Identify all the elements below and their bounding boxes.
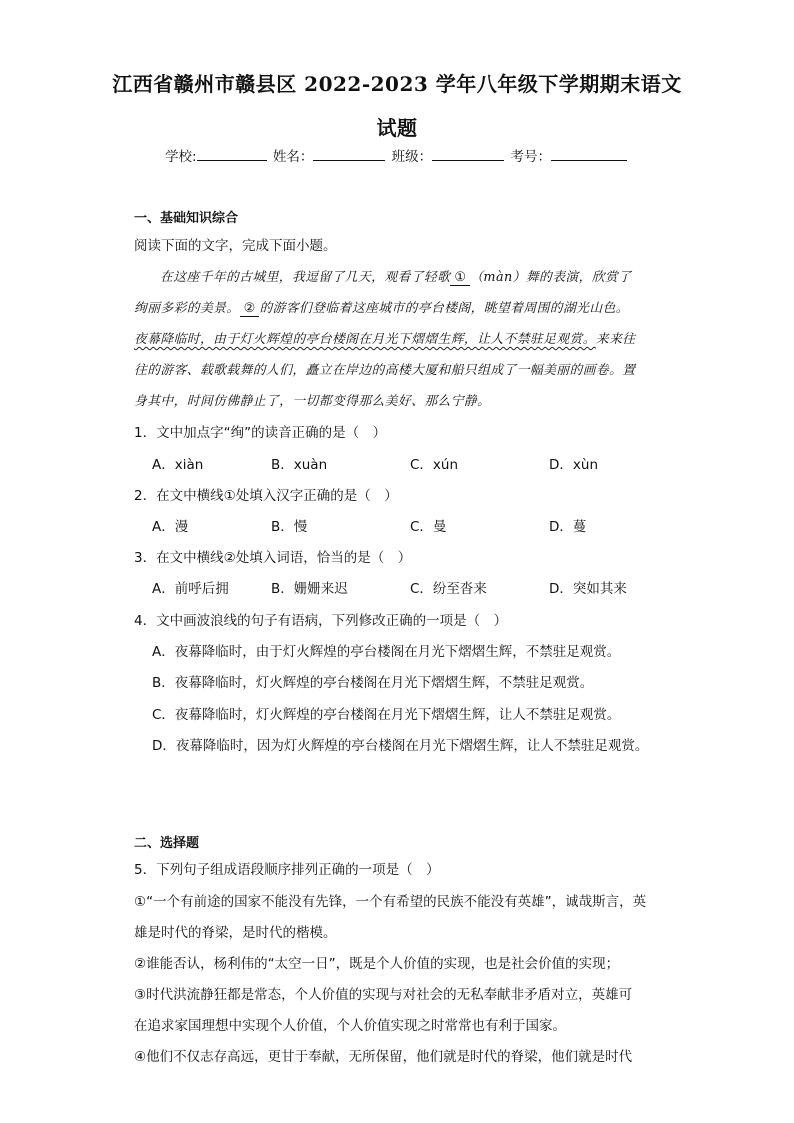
question-1-stem: 1．文中加点字“绚”的读音正确的是（ ）	[134, 425, 387, 441]
student-info-row	[165, 145, 629, 165]
q3-option-c[interactable]: C．纷至沓来	[410, 581, 487, 597]
wavy-sentence: 夜幕降临时，由于灯火辉煌的亭台楼阁在月光下熠熠生辉，让人不禁驻足观赏。	[134, 332, 596, 347]
blank-2: ②	[240, 301, 260, 317]
passage-line-3	[134, 328, 635, 347]
passage-text: 来来往	[595, 332, 636, 347]
blank-1: ①	[450, 270, 470, 286]
class-field[interactable]	[432, 148, 504, 161]
q2-option-d[interactable]: D．蔓	[549, 519, 587, 535]
q3-option-a[interactable]: A．前呼后拥	[152, 581, 229, 597]
passage-text: （màn）舞的表演，欣赏了	[470, 270, 632, 285]
q5-text-line: ④他们不仅志存高远，更甘于奉献，无所保留，他们就是时代的脊梁，他们就是时代	[134, 1049, 633, 1065]
q5-text-line: ②谁能否认，杨利伟的“太空一日”，既是个人价值的实现，也是社会价值的实现；	[134, 956, 620, 972]
question-3-stem: 3．在文中横线②处填入词语，恰当的是（ ）	[134, 550, 412, 566]
q2-option-c[interactable]: C．曼	[410, 519, 447, 535]
exam-no-field[interactable]	[551, 148, 627, 161]
q4-option-a[interactable]: A．夜幕降临时，由于灯火辉煌的亭台楼阁在月光下熠熠生辉，不禁驻足观赏。	[152, 644, 621, 660]
exam-no-label: 考号：	[510, 149, 551, 165]
q3-option-b[interactable]: B．姗姗来迟	[271, 581, 348, 597]
q1-option-c[interactable]: C．xún	[410, 457, 459, 473]
section-heading-1: 一、基础知识综合	[134, 211, 239, 226]
q5-text-line: 在追求家国理想中实现个人价值，个人价值实现之时常常也有利于国家。	[134, 1018, 566, 1034]
passage-line-5: 身其中，时间仿佛静止了，一切都变得那么美好、那么宁静。	[134, 394, 491, 409]
class-label: 班级：	[391, 149, 433, 165]
passage-text: 在这座千年的古城里，我逗留了几天，观看了轻歌	[160, 270, 451, 285]
q1-option-d[interactable]: D．xùn	[549, 457, 598, 473]
school-field[interactable]	[197, 148, 267, 161]
question-5-stem: 5．下列句子组成语段顺序排列正确的一项是（ ）	[134, 862, 440, 878]
passage-line-4: 往的游客、载歌载舞的人们，矗立在岸边的高楼大厦和船只组成了一幅美丽的画卷。置	[134, 363, 636, 378]
school-label: 学校:	[165, 149, 197, 165]
q4-option-c[interactable]: C．夜幕降临时，灯火辉煌的亭台楼阁在月光下熠熠生辉，让人不禁驻足观赏。	[152, 707, 621, 723]
name-field[interactable]	[313, 148, 385, 161]
q3-option-d[interactable]: D．突如其来	[549, 581, 627, 597]
q2-option-b[interactable]: B．慢	[271, 519, 308, 535]
q4-option-d[interactable]: D．夜幕降临时，因为灯火辉煌的亭台楼阁在月光下熠熠生辉，让人不禁驻足观赏。	[152, 738, 649, 754]
q4-option-b[interactable]: B．夜幕降临时，灯火辉煌的亭台楼阁在月光下熠熠生辉，不禁驻足观赏。	[152, 675, 594, 691]
q1-option-b[interactable]: B．xuàn	[271, 457, 328, 473]
q5-text-line: ③时代洪流静狂都是常态，个人价值的实现与对社会的无私奉献非矛盾对立，英雄可	[134, 987, 633, 1003]
page-title: 江西省赣州市赣县区 2022-2023 学年八年级下学期期末语文	[112, 72, 682, 96]
q2-option-a[interactable]: A．漫	[152, 519, 189, 535]
passage-text: 绚丽多彩的美景。	[134, 301, 240, 316]
instruction: 阅读下面的文字，完成下面小题。	[134, 238, 337, 254]
q5-text-line: 雄是时代的脊梁，是时代的楷模。	[134, 925, 337, 941]
page-title-line2: 试题	[376, 116, 418, 140]
question-4-stem: 4．文中画波浪线的句子有语病，下列修改正确的一项是（ ）	[134, 613, 508, 629]
passage-text: 的游客们登临着这座城市的亭台楼阁，眺望着周围的湖光山色。	[259, 301, 629, 316]
section-heading-2: 二、选择题	[134, 836, 200, 851]
passage-line-1	[160, 266, 631, 286]
q5-text-line: ①“一个有前途的国家不能没有先锋，一个有希望的民族不能没有英雄”，诚哉斯言，英	[134, 894, 647, 910]
q1-option-a[interactable]: A．xiàn	[152, 457, 204, 473]
name-label: 姓名：	[272, 149, 314, 165]
question-2-stem: 2．在文中横线①处填入汉字正确的是（ ）	[134, 488, 398, 504]
passage-line-2	[134, 297, 629, 317]
